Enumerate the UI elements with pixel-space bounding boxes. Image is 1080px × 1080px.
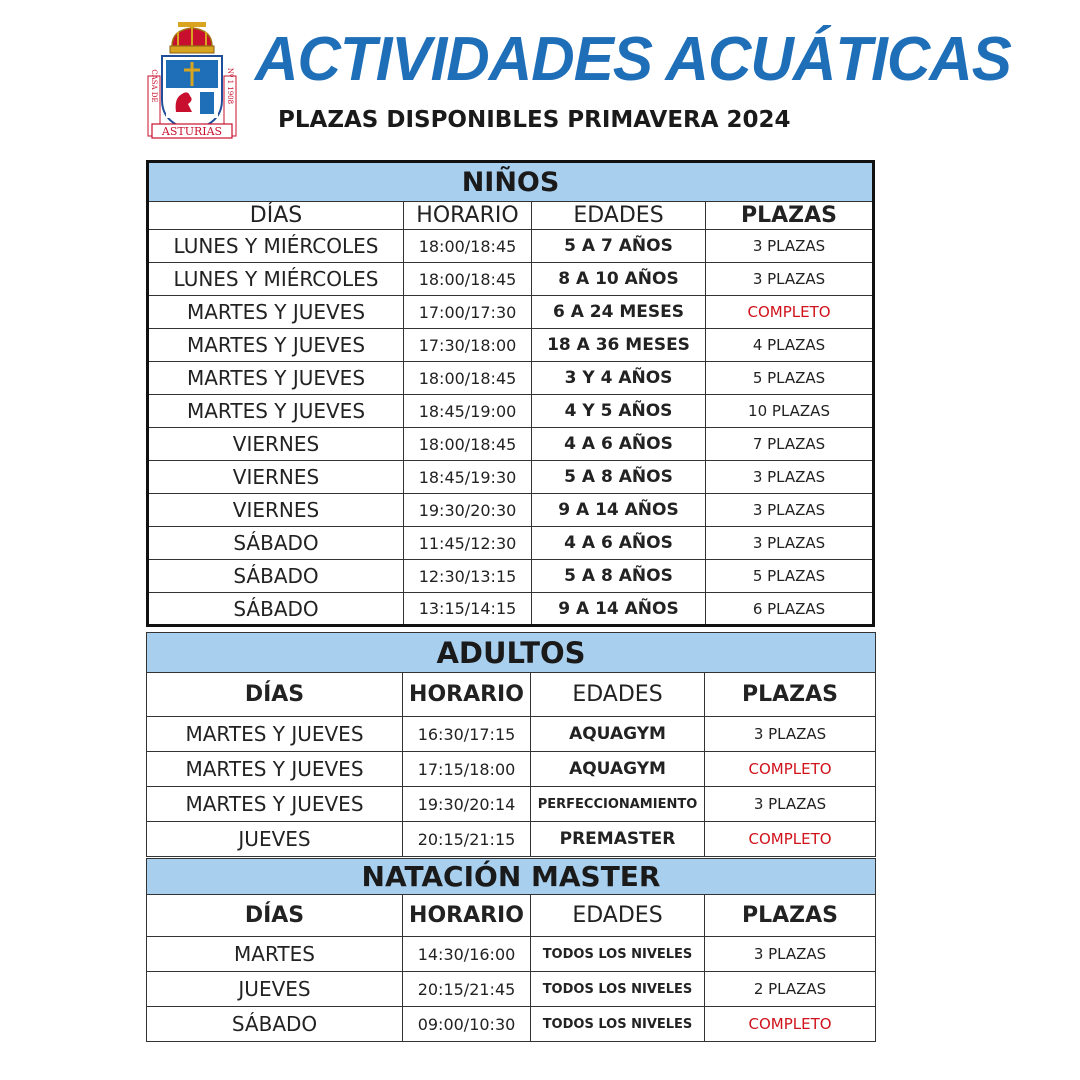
cell-dias: MARTES Y JUEVES [147,752,403,787]
cell-plazas: 10 PLAZAS [706,395,874,428]
cell-horario: 14:30/16:00 [403,937,531,972]
cell-edades: 8 A 10 AÑOS [532,263,706,296]
cell-plazas: COMPLETO [705,822,876,857]
cell-dias: MARTES Y JUEVES [148,395,404,428]
cell-dias: JUEVES [147,972,403,1007]
section-title: ADULTOS [147,633,876,673]
cell-plazas: 3 PLAZAS [705,787,876,822]
cell-dias: MARTES Y JUEVES [148,329,404,362]
table-row [148,329,874,362]
table-row [148,230,874,263]
col-header-horario: HORARIO [403,673,531,717]
cell-horario: 11:45/12:30 [404,527,532,560]
cell-horario: 12:30/13:15 [404,560,532,593]
cell-plazas: 3 PLAZAS [705,717,876,752]
table-row [147,752,876,787]
adultos-table [146,632,876,857]
col-header-dias: DÍAS [147,895,403,937]
cell-plazas: 3 PLAZAS [705,937,876,972]
col-header-plazas: PLAZAS [705,673,876,717]
col-header-plazas: PLAZAS [705,895,876,937]
section-band [147,633,876,673]
cell-edades: 6 A 24 MESES [532,296,706,329]
cell-edades: TODOS LOS NIVELES [531,1007,705,1042]
col-header-dias: DÍAS [148,202,404,230]
cell-edades: 4 A 6 AÑOS [532,527,706,560]
cell-plazas: 3 PLAZAS [706,461,874,494]
page-title: ACTIVIDADES ACUÁTICAS [255,25,1011,94]
table-row [148,461,874,494]
cell-edades: PERFECCIONAMIENTO [531,787,705,822]
cell-dias: JUEVES [147,822,403,857]
cell-dias: MARTES Y JUEVES [148,362,404,395]
cell-dias: MARTES Y JUEVES [148,296,404,329]
cell-dias: VIERNES [148,461,404,494]
cell-edades: TODOS LOS NIVELES [531,972,705,1007]
cell-edades: 5 A 8 AÑOS [532,461,706,494]
logo-arc-text: CASA DE [150,69,158,103]
table-row [148,494,874,527]
cell-edades: 4 A 6 AÑOS [532,428,706,461]
cell-plazas: 6 PLAZAS [706,593,874,626]
cell-dias: LUNES Y MIÉRCOLES [148,230,404,263]
cell-edades: 9 A 14 AÑOS [532,494,706,527]
cell-dias: MARTES Y JUEVES [147,717,403,752]
cell-plazas: 3 PLAZAS [706,527,874,560]
col-header-dias: DÍAS [147,673,403,717]
ninos-table [146,160,875,627]
cell-horario: 09:00/10:30 [403,1007,531,1042]
casa-asturias-logo [144,20,240,140]
cell-edades: 4 Y 5 AÑOS [532,395,706,428]
cell-edades: 5 A 8 AÑOS [532,560,706,593]
table-row [148,362,874,395]
col-header-plazas: PLAZAS [706,202,874,230]
header-row [147,673,876,717]
cell-plazas: COMPLETO [706,296,874,329]
table-row [148,428,874,461]
cell-dias: SÁBADO [148,560,404,593]
col-header-edades: EDADES [531,673,705,717]
cell-dias: SÁBADO [148,593,404,626]
cell-plazas: 4 PLAZAS [706,329,874,362]
cell-horario: 18:00/18:45 [404,263,532,296]
cell-plazas: 7 PLAZAS [706,428,874,461]
cell-plazas: 3 PLAZAS [706,494,874,527]
cell-horario: 18:00/18:45 [404,230,532,263]
cell-horario: 16:30/17:15 [403,717,531,752]
cell-horario: 18:00/18:45 [404,362,532,395]
header-row [147,895,876,937]
cell-edades: 3 Y 4 AÑOS [532,362,706,395]
master-table [146,858,876,1042]
cell-dias: MARTES Y JUEVES [147,787,403,822]
cell-horario: 18:45/19:00 [404,395,532,428]
cell-dias: MARTES [147,937,403,972]
col-header-horario: HORARIO [404,202,532,230]
cell-plazas: 5 PLAZAS [706,362,874,395]
cell-edades: 5 A 7 AÑOS [532,230,706,263]
col-header-edades: EDADES [532,202,706,230]
cell-plazas: COMPLETO [705,1007,876,1042]
cell-edades: TODOS LOS NIVELES [531,937,705,972]
table-row [148,296,874,329]
table-row [148,527,874,560]
cell-dias: SÁBADO [147,1007,403,1042]
cell-horario: 19:30/20:30 [404,494,532,527]
cell-horario: 18:00/18:45 [404,428,532,461]
logo-side-text: Nº 1 1908 [226,67,234,105]
table-row [147,717,876,752]
cell-plazas: 2 PLAZAS [705,972,876,1007]
section-band [148,162,874,202]
table-row [148,263,874,296]
cell-edades: AQUAGYM [531,752,705,787]
cell-horario: 17:30/18:00 [404,329,532,362]
cell-dias: LUNES Y MIÉRCOLES [148,263,404,296]
section-title: NATACIÓN MASTER [147,859,876,895]
cell-horario: 17:15/18:00 [403,752,531,787]
cell-edades: AQUAGYM [531,717,705,752]
col-header-horario: HORARIO [403,895,531,937]
col-header-edades: EDADES [531,895,705,937]
cell-edades: 9 A 14 AÑOS [532,593,706,626]
table-row [147,972,876,1007]
cell-plazas: 3 PLAZAS [706,263,874,296]
table-row [147,1007,876,1042]
header-row [148,202,874,230]
table-row [148,560,874,593]
section-title: NIÑOS [148,162,874,202]
logo-bottom-text: ASTURIAS [161,125,223,138]
table-row [147,787,876,822]
cell-dias: VIERNES [148,428,404,461]
cell-horario: 13:15/14:15 [404,593,532,626]
cell-edades: PREMASTER [531,822,705,857]
table-row [147,937,876,972]
table-row [148,395,874,428]
cell-plazas: 5 PLAZAS [706,560,874,593]
section-band [147,859,876,895]
cell-dias: SÁBADO [148,527,404,560]
cell-horario: 20:15/21:45 [403,972,531,1007]
table-row [148,593,874,626]
cell-horario: 20:15/21:15 [403,822,531,857]
table-row [147,822,876,857]
cell-horario: 17:00/17:30 [404,296,532,329]
cell-horario: 18:45/19:30 [404,461,532,494]
cell-edades: 18 A 36 MESES [532,329,706,362]
cell-plazas: 3 PLAZAS [706,230,874,263]
cell-horario: 19:30/20:14 [403,787,531,822]
cell-dias: VIERNES [148,494,404,527]
cell-plazas: COMPLETO [705,752,876,787]
page-subtitle: PLAZAS DISPONIBLES PRIMAVERA 2024 [278,107,791,133]
